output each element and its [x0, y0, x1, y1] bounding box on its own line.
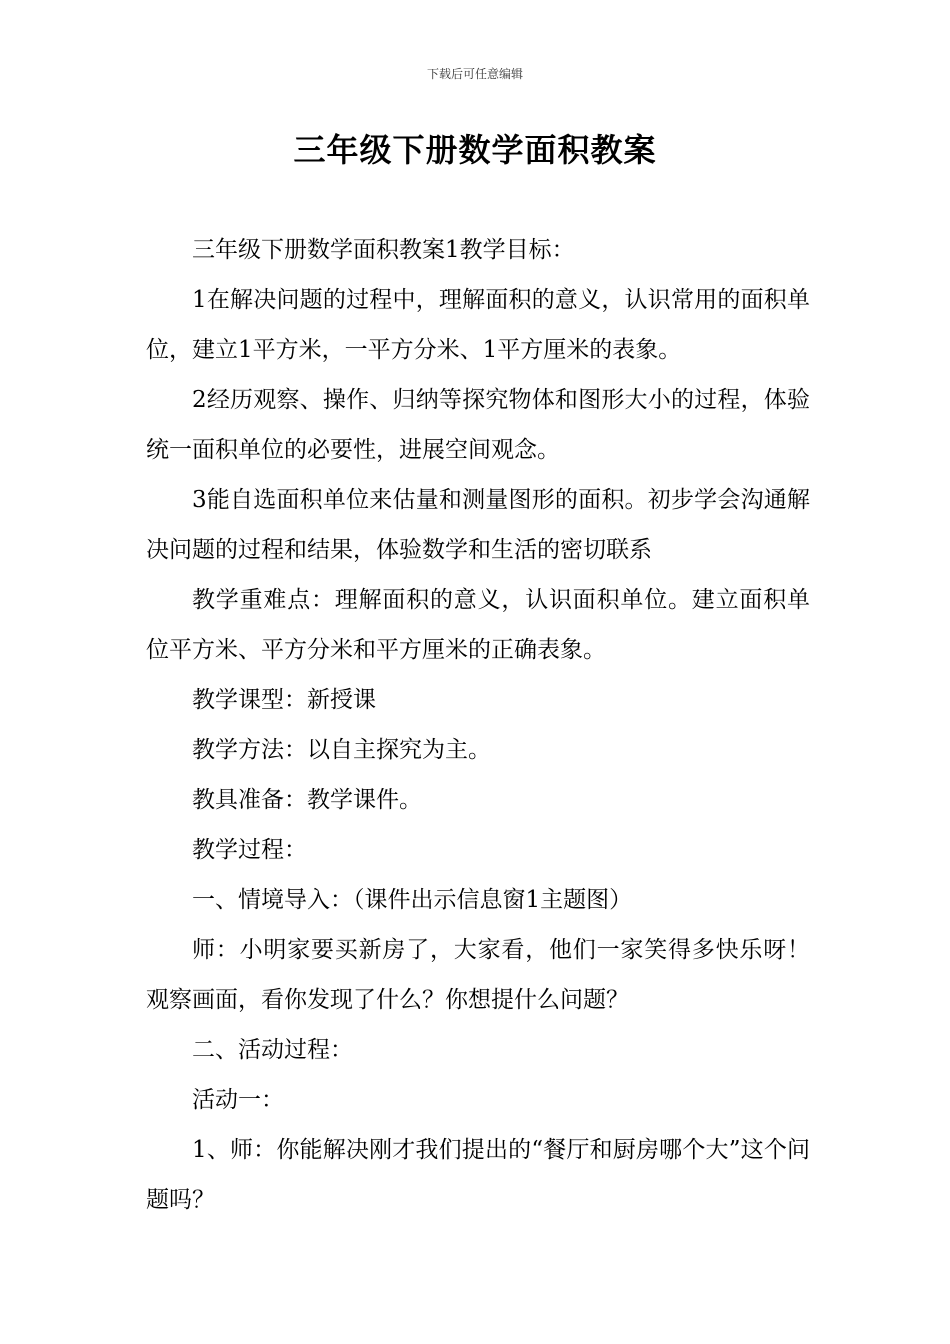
paragraph-activity-one-q1: 1、师：你能解决刚才我们提出的“餐厅和厨房哪个大”这个问题吗？: [146, 1137, 810, 1213]
paragraph-objectives-heading: 三年级下册数学面积教案1教学目标：: [192, 237, 575, 263]
paragraph-key-points: 教学重难点：理解面积的意义，认识面积单位。建立面积单位平方米、平方分米和平方厘米的正确表象。: [146, 587, 810, 663]
document-body: [146, 225, 810, 1225]
paragraph-lesson-type: 教学课型：新授课: [192, 687, 376, 713]
paragraph-process-heading: 教学过程：: [192, 837, 307, 863]
header-note: 下载后可任意编辑: [426, 67, 523, 81]
document-title: 三年级下册数学面积教案: [293, 131, 657, 169]
paragraph-teacher-intro: 师：小明家要买新房了，大家看，他们一家笑得多快乐呀！观察画面，看你发现了什么？你想提什么问题？: [146, 937, 810, 1013]
paragraph-objective-3: 3能自选面积单位来估量和测量图形的面积。初步学会沟通解决问题的过程和结果，体验数学和生活的密切联系: [146, 487, 810, 563]
paragraph-section-activity: 二、活动过程：: [192, 1037, 353, 1063]
paragraph-section-intro: 一、情境导入：（课件出示信息窗1主题图）: [192, 887, 633, 913]
paragraph-objective-2: 2经历观察、操作、归纳等探究物体和图形大小的过程，体验统一面积单位的必要性，进展空间观念。: [146, 387, 810, 463]
paragraph-activity-one: 活动一：: [192, 1087, 284, 1113]
paragraph-objective-1: 1在解决问题的过程中，理解面积的意义，认识常用的面积单位，建立1平方米，一平方分米、1平方厘米的表象。: [146, 287, 810, 363]
paragraph-teaching-method: 教学方法：以自主探究为主。: [192, 737, 491, 763]
paragraph-teaching-aids: 教具准备：教学课件。: [192, 787, 422, 813]
